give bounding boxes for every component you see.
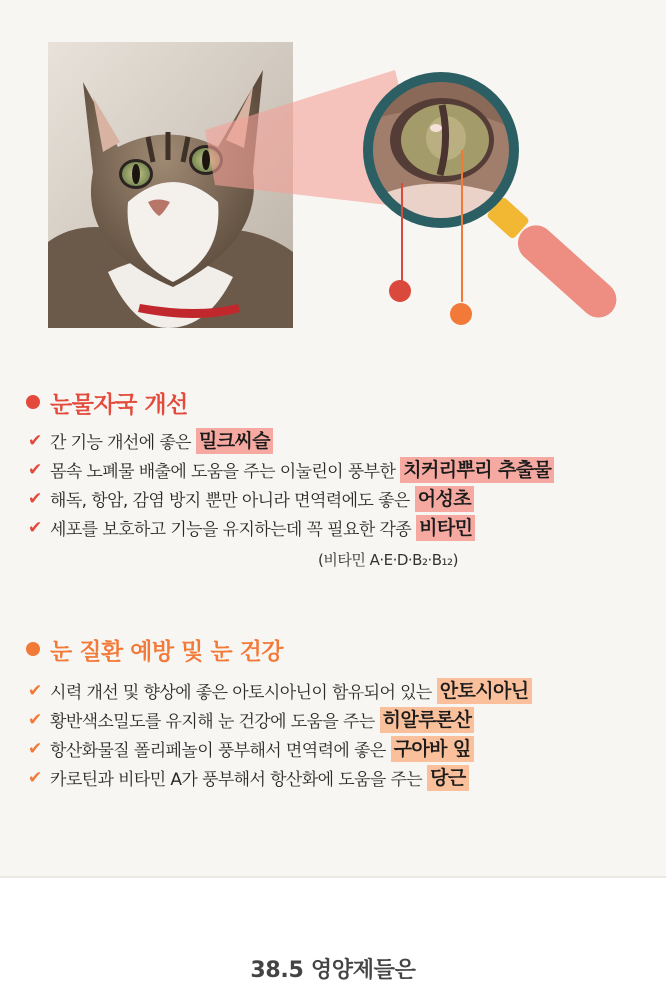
- list-item: [28, 484, 554, 513]
- list-item: [28, 455, 554, 484]
- item-text: 시력 개선 및 향상에 좋은 아토시아닌이 함유되어 있는: [50, 683, 432, 703]
- section-divider: [0, 876, 666, 878]
- section-title-eye-health: [26, 633, 283, 665]
- list-item: [28, 763, 532, 792]
- item-highlight: 구아바 잎: [391, 736, 474, 762]
- check-icon: ✔: [28, 488, 42, 509]
- check-icon: ✔: [28, 738, 42, 759]
- list-item: [28, 705, 532, 734]
- list-item: [28, 734, 532, 763]
- section-title-tear-stain: [26, 386, 188, 418]
- list-item: [28, 513, 554, 542]
- item-highlight: 안토시아닌: [437, 678, 532, 704]
- item-text: 황반색소밀도를 유지해 눈 건강에 도움을 주는: [50, 712, 375, 732]
- section2-list: [28, 676, 532, 792]
- item-text: 간 기능 개선에 좋은: [50, 433, 191, 453]
- section2-title: 눈 질환 예방 및 눈 건강: [50, 638, 283, 665]
- item-text: 세포를 보호하고 기능을 유지하는데 꼭 필요한 각종: [50, 520, 412, 540]
- section1-list: [28, 426, 554, 542]
- item-highlight: 당근: [427, 765, 469, 791]
- item-text: 카로틴과 비타민 A가 풍부해서 항산화에 도움을 주는: [50, 770, 423, 790]
- item-highlight: 밀크씨슬: [196, 428, 273, 454]
- item-highlight: 어성초: [415, 486, 474, 512]
- eye-magnifier-illustration: [0, 0, 666, 340]
- list-item: [28, 426, 554, 455]
- item-text: 해독, 항암, 감염 방지 뿐만 아니라 면역력에도 좋은: [50, 491, 410, 511]
- vitamin-note: (비타민 A·E·D·B₂·B₁₂): [318, 551, 458, 569]
- check-icon: ✔: [28, 459, 42, 480]
- magnifier-handle-icon: [486, 196, 624, 325]
- check-icon: ✔: [28, 767, 42, 788]
- check-icon: ✔: [28, 430, 42, 451]
- item-text: 항산화물질 폴리페놀이 풍부해서 면역력에 좋은: [50, 741, 386, 761]
- section1-title: 눈물자국 개선: [50, 391, 188, 418]
- check-icon: ✔: [28, 709, 42, 730]
- list-item: [28, 676, 532, 705]
- check-icon: ✔: [28, 680, 42, 701]
- bottom-heading: 38.5 영양제들은: [250, 958, 416, 983]
- bullet-dot-icon: [26, 642, 40, 656]
- item-highlight: 치커리뿌리 추출물: [400, 457, 554, 483]
- item-text: 몸속 노폐물 배출에 도움을 주는 이눌린이 풍부한: [50, 462, 396, 482]
- check-icon: ✔: [28, 517, 42, 538]
- bullet-dot-icon: [26, 395, 40, 409]
- item-highlight: 히알루론산: [380, 707, 475, 733]
- item-highlight: 비타민: [416, 515, 475, 541]
